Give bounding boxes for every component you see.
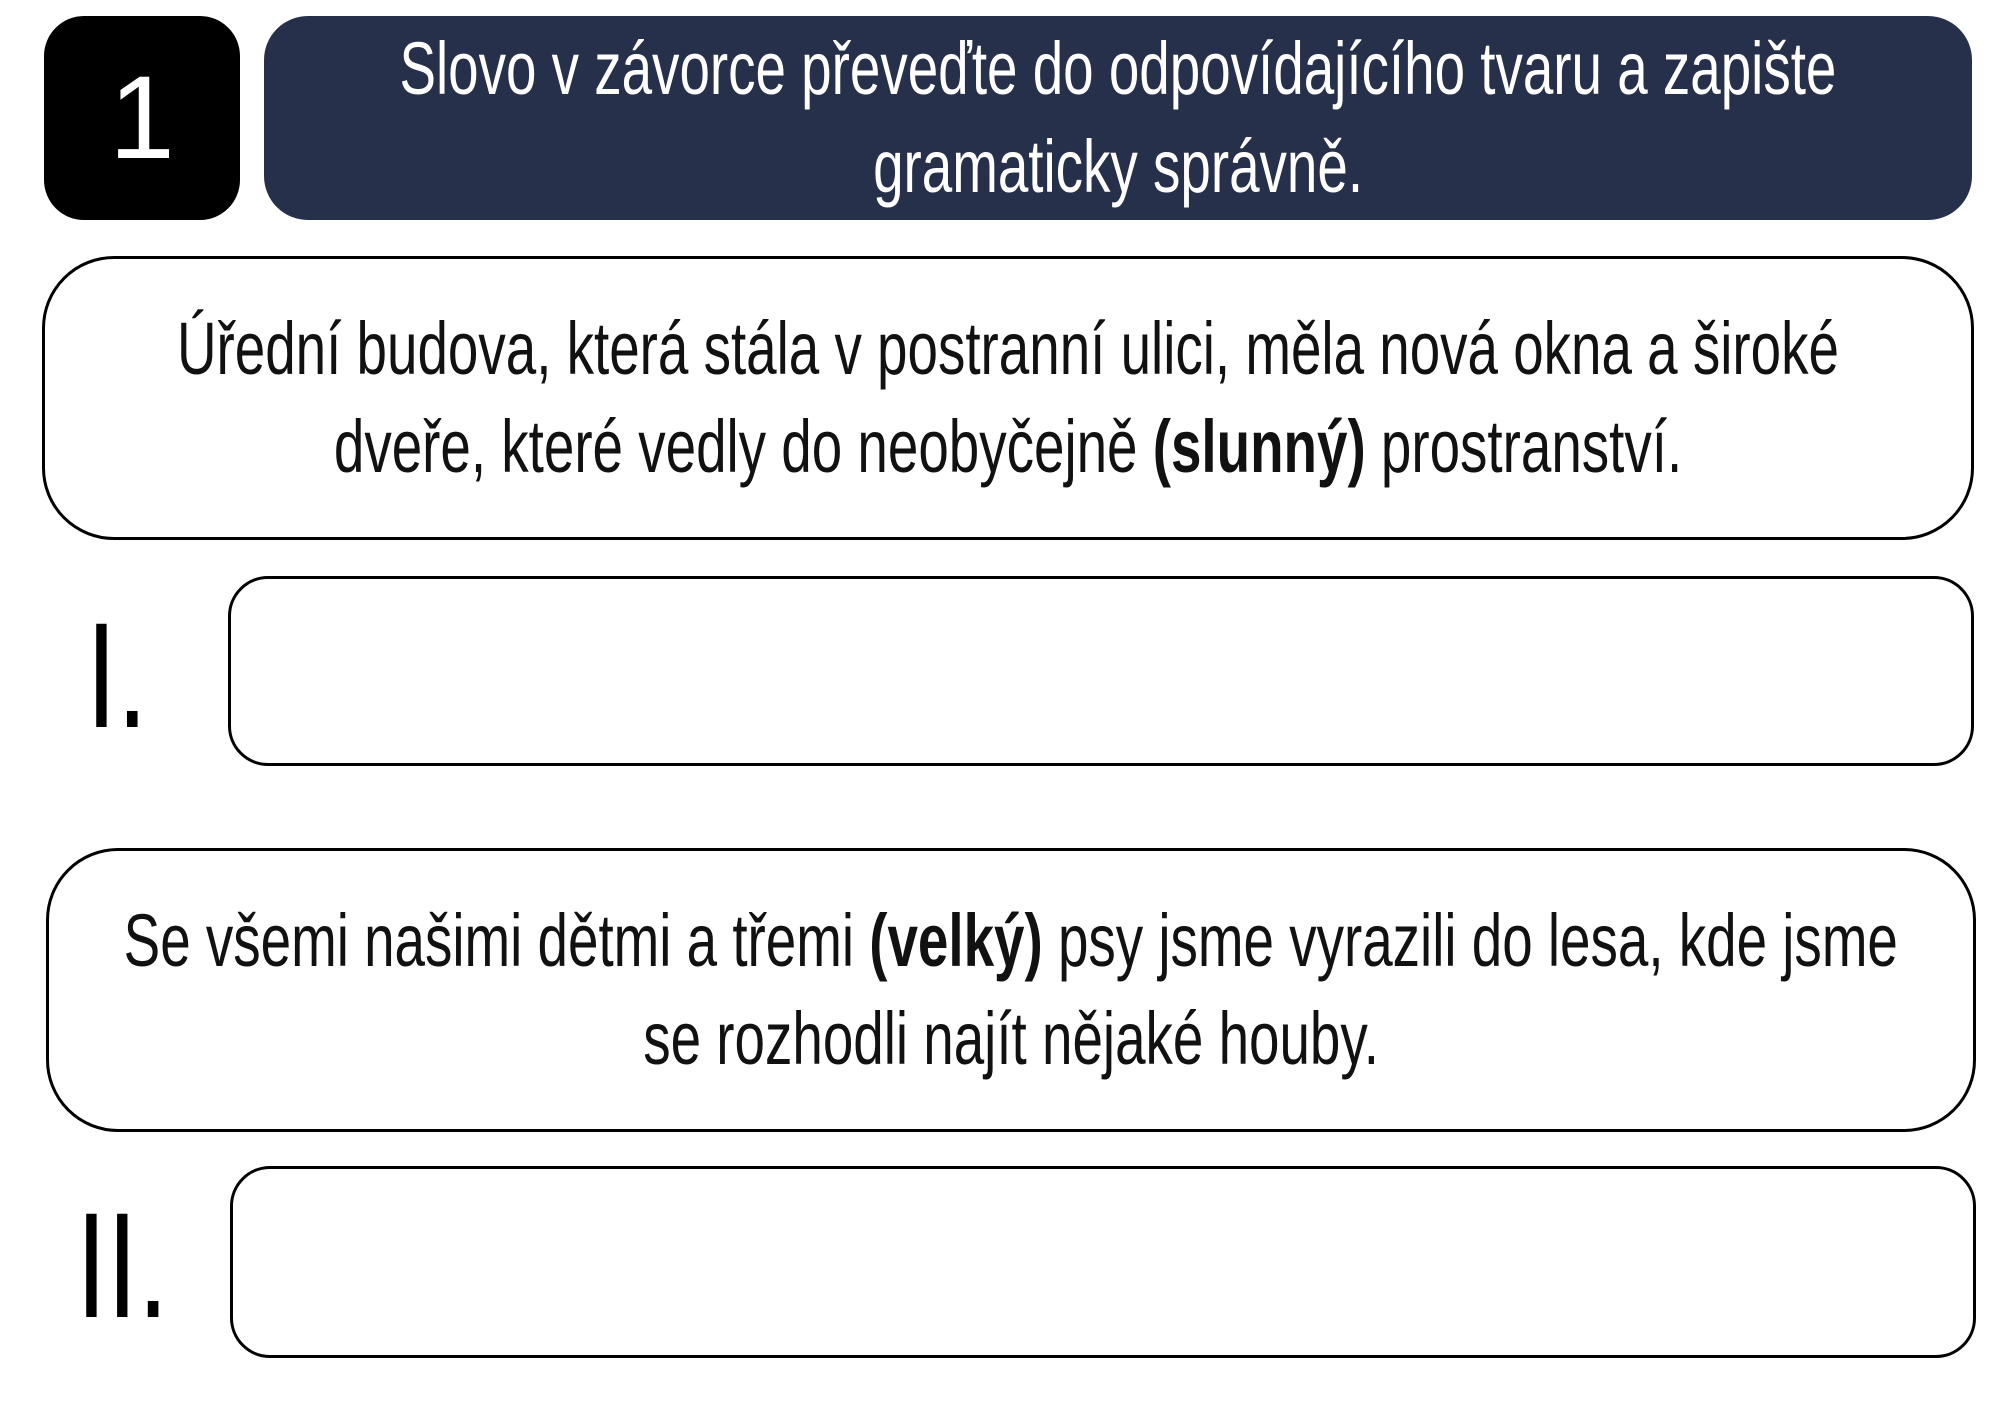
roman-numeral-2: II. bbox=[76, 1181, 169, 1349]
answer-field-2[interactable] bbox=[230, 1166, 1976, 1358]
sentence-box-1 bbox=[42, 256, 1974, 540]
instruction-line-1: Slovo v závorce převeďte do odpovídajícího tvaru a zapište bbox=[399, 27, 1837, 110]
sentence-2-line-2: se rozhodli najít nějaké houby. bbox=[643, 997, 1379, 1080]
sentence-1-line-2 bbox=[334, 398, 1682, 496]
instruction-banner bbox=[264, 16, 1972, 220]
item-label-1 bbox=[86, 591, 169, 759]
item-label-2 bbox=[76, 1181, 201, 1349]
sentence-box-2 bbox=[46, 848, 1976, 1132]
sentence-1-text-before: dveře, které vedly do neobyčejně bbox=[333, 405, 1153, 488]
sentence-2-text-before: Se všemi našimi dětmi a třemi bbox=[123, 899, 870, 982]
exercise-number: 1 bbox=[109, 52, 175, 184]
sentence-1-line-1: Úřední budova, která stála v postranní ulici, měla nová okna a široké bbox=[177, 307, 1839, 390]
roman-numeral-1: I. bbox=[86, 591, 148, 759]
sentence-1-text-after: prostranství. bbox=[1365, 405, 1683, 488]
exercise-number-badge bbox=[44, 16, 240, 220]
instruction-line-2: gramaticky správně. bbox=[873, 125, 1363, 208]
sentence-2-text-after: psy jsme vyrazili do lesa, kde jsme bbox=[1042, 899, 1899, 982]
answer-field-1[interactable] bbox=[228, 576, 1974, 766]
sentence-1-target-word: (slunný) bbox=[1152, 405, 1366, 488]
sentence-2-line-1 bbox=[124, 892, 1898, 990]
sentence-2-target-word: (velký) bbox=[869, 899, 1043, 982]
